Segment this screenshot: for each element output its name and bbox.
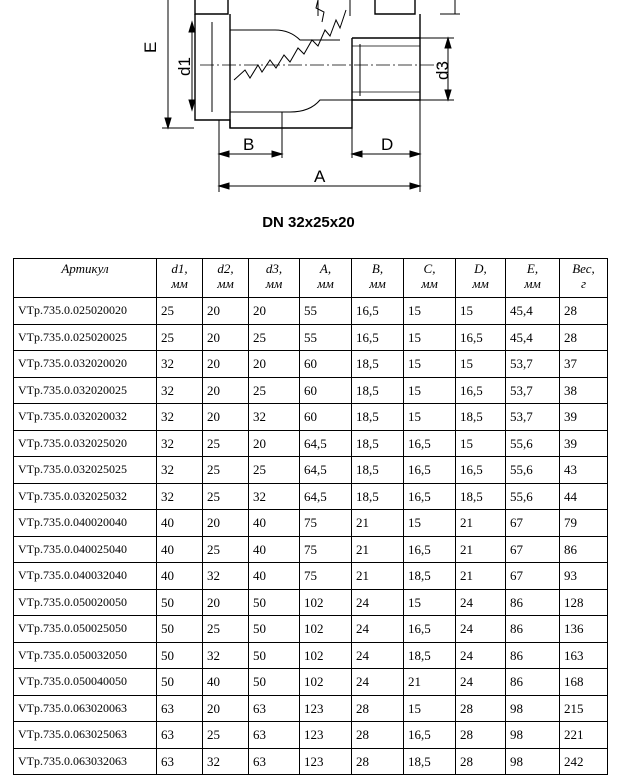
cell-article: VTp.735.0.040020040 <box>14 510 157 537</box>
cell-d2: 20 <box>203 324 249 351</box>
cell-d3: 63 <box>249 695 300 722</box>
cell-d: 15 <box>456 351 506 378</box>
cell-b: 16,5 <box>352 324 404 351</box>
cell-d1: 50 <box>157 642 203 669</box>
cell-d2: 40 <box>203 669 249 696</box>
cell-c: 16,5 <box>404 483 456 510</box>
header-d3: d3, мм <box>249 259 300 298</box>
cell-b: 28 <box>352 695 404 722</box>
cell-d3: 50 <box>249 589 300 616</box>
table-row <box>14 669 608 696</box>
cell-d: 15 <box>456 298 506 325</box>
cell-e: 53,7 <box>506 351 560 378</box>
cell-c: 16,5 <box>404 457 456 484</box>
cell-d3: 20 <box>249 351 300 378</box>
cell-a: 102 <box>300 642 352 669</box>
table-row <box>14 377 608 404</box>
dimension-label-a: A <box>314 167 326 186</box>
cell-d3: 25 <box>249 324 300 351</box>
cell-a: 64,5 <box>300 457 352 484</box>
cell-b: 24 <box>352 616 404 643</box>
header-c: C, мм <box>404 259 456 298</box>
cell-weight: 44 <box>560 483 608 510</box>
cell-d2: 20 <box>203 298 249 325</box>
table-row <box>14 695 608 722</box>
cell-weight: 43 <box>560 457 608 484</box>
cell-d1: 32 <box>157 457 203 484</box>
cell-article: VTp.735.0.025020025 <box>14 324 157 351</box>
table-row <box>14 748 608 775</box>
cell-article: VTp.735.0.040025040 <box>14 536 157 563</box>
table-row <box>14 536 608 563</box>
cell-b: 24 <box>352 642 404 669</box>
cell-article: VTp.735.0.050025050 <box>14 616 157 643</box>
cell-d1: 32 <box>157 404 203 431</box>
table-row <box>14 430 608 457</box>
header-d1: d1, мм <box>157 259 203 298</box>
header-a: A, мм <box>300 259 352 298</box>
header-weight: Вес, г <box>560 259 608 298</box>
table-row <box>14 563 608 590</box>
cell-d1: 32 <box>157 351 203 378</box>
table-row <box>14 722 608 749</box>
table-row <box>14 351 608 378</box>
cell-e: 98 <box>506 695 560 722</box>
drawing-caption: DN 32x25x20 <box>262 214 355 231</box>
cell-a: 75 <box>300 510 352 537</box>
table-row <box>14 510 608 537</box>
cell-d3: 20 <box>249 298 300 325</box>
drawing-top-flange <box>195 0 228 14</box>
cell-a: 102 <box>300 589 352 616</box>
cell-a: 60 <box>300 377 352 404</box>
cell-weight: 38 <box>560 377 608 404</box>
cell-d2: 20 <box>203 377 249 404</box>
cell-e: 86 <box>506 669 560 696</box>
cell-c: 16,5 <box>404 722 456 749</box>
cell-c: 16,5 <box>404 430 456 457</box>
spec-table <box>13 258 608 775</box>
cell-d2: 25 <box>203 457 249 484</box>
cell-b: 18,5 <box>352 457 404 484</box>
header-b: B, мм <box>352 259 404 298</box>
cell-e: 55,6 <box>506 430 560 457</box>
cell-b: 18,5 <box>352 351 404 378</box>
cell-weight: 168 <box>560 669 608 696</box>
table-header-row <box>14 259 608 298</box>
cell-d: 28 <box>456 722 506 749</box>
cell-c: 18,5 <box>404 563 456 590</box>
cell-b: 21 <box>352 510 404 537</box>
cell-e: 86 <box>506 589 560 616</box>
cell-a: 123 <box>300 748 352 775</box>
cell-c: 15 <box>404 351 456 378</box>
cell-a: 123 <box>300 722 352 749</box>
cell-weight: 79 <box>560 510 608 537</box>
cell-d3: 32 <box>249 404 300 431</box>
cell-d3: 40 <box>249 510 300 537</box>
cell-d: 21 <box>456 563 506 590</box>
cell-d: 24 <box>456 589 506 616</box>
cell-b: 16,5 <box>352 298 404 325</box>
cell-d: 16,5 <box>456 377 506 404</box>
cell-d1: 40 <box>157 510 203 537</box>
cell-d2: 20 <box>203 404 249 431</box>
cell-d2: 32 <box>203 748 249 775</box>
cell-d1: 40 <box>157 536 203 563</box>
cell-d: 24 <box>456 669 506 696</box>
cell-d1: 50 <box>157 589 203 616</box>
cell-weight: 221 <box>560 722 608 749</box>
cell-c: 15 <box>404 298 456 325</box>
cell-d: 18,5 <box>456 483 506 510</box>
cell-b: 24 <box>352 589 404 616</box>
cell-e: 67 <box>506 510 560 537</box>
cell-weight: 136 <box>560 616 608 643</box>
cell-d3: 20 <box>249 430 300 457</box>
cell-d: 16,5 <box>456 324 506 351</box>
cell-d3: 40 <box>249 536 300 563</box>
cell-article: VTp.735.0.050020050 <box>14 589 157 616</box>
cell-article: VTp.735.0.032025025 <box>14 457 157 484</box>
cell-d2: 25 <box>203 722 249 749</box>
cell-b: 28 <box>352 722 404 749</box>
cell-b: 21 <box>352 536 404 563</box>
cell-article: VTp.735.0.032020020 <box>14 351 157 378</box>
table-row <box>14 457 608 484</box>
cell-b: 24 <box>352 669 404 696</box>
cell-article: VTp.735.0.040032040 <box>14 563 157 590</box>
cell-weight: 163 <box>560 642 608 669</box>
cell-a: 60 <box>300 351 352 378</box>
cell-d2: 20 <box>203 351 249 378</box>
cell-c: 21 <box>404 669 456 696</box>
cell-d2: 25 <box>203 430 249 457</box>
cell-article: VTp.735.0.063025063 <box>14 722 157 749</box>
cell-e: 67 <box>506 536 560 563</box>
cell-e: 45,4 <box>506 298 560 325</box>
cell-a: 75 <box>300 536 352 563</box>
cell-weight: 86 <box>560 536 608 563</box>
cell-e: 86 <box>506 616 560 643</box>
cell-b: 18,5 <box>352 483 404 510</box>
cell-e: 98 <box>506 748 560 775</box>
cell-b: 18,5 <box>352 430 404 457</box>
table-row <box>14 324 608 351</box>
cell-d2: 20 <box>203 589 249 616</box>
cell-d3: 40 <box>249 563 300 590</box>
cell-d: 16,5 <box>456 457 506 484</box>
dimension-label-d1: d1 <box>175 57 194 76</box>
cell-d2: 20 <box>203 510 249 537</box>
cell-d: 21 <box>456 510 506 537</box>
cell-d3: 25 <box>249 377 300 404</box>
cell-a: 55 <box>300 324 352 351</box>
cell-b: 21 <box>352 563 404 590</box>
cell-a: 75 <box>300 563 352 590</box>
cell-d2: 32 <box>203 563 249 590</box>
cell-weight: 128 <box>560 589 608 616</box>
cell-d: 18,5 <box>456 404 506 431</box>
table-row <box>14 483 608 510</box>
table-row <box>14 616 608 643</box>
cell-d3: 50 <box>249 642 300 669</box>
cell-c: 16,5 <box>404 616 456 643</box>
cell-d1: 25 <box>157 324 203 351</box>
cell-weight: 28 <box>560 298 608 325</box>
cell-article: VTp.735.0.063020063 <box>14 695 157 722</box>
cell-d2: 20 <box>203 695 249 722</box>
cell-d1: 32 <box>157 483 203 510</box>
cell-weight: 93 <box>560 563 608 590</box>
cell-a: 64,5 <box>300 483 352 510</box>
cell-a: 102 <box>300 669 352 696</box>
table-row <box>14 589 608 616</box>
cell-d3: 63 <box>249 722 300 749</box>
header-d: D, мм <box>456 259 506 298</box>
cell-d1: 50 <box>157 616 203 643</box>
cell-a: 55 <box>300 298 352 325</box>
cell-c: 18,5 <box>404 642 456 669</box>
cell-c: 15 <box>404 377 456 404</box>
cell-article: VTp.735.0.050032050 <box>14 642 157 669</box>
cell-d: 28 <box>456 748 506 775</box>
drawing-body-outline <box>195 14 420 128</box>
cell-c: 15 <box>404 324 456 351</box>
cell-c: 15 <box>404 510 456 537</box>
cell-d2: 25 <box>203 536 249 563</box>
cell-b: 18,5 <box>352 377 404 404</box>
dimension-label-d: D <box>381 135 394 154</box>
cell-c: 15 <box>404 589 456 616</box>
cell-c: 15 <box>404 404 456 431</box>
cell-d1: 32 <box>157 377 203 404</box>
cell-b: 18,5 <box>352 404 404 431</box>
cell-article: VTp.735.0.050040050 <box>14 669 157 696</box>
table-row <box>14 404 608 431</box>
cell-e: 86 <box>506 642 560 669</box>
cell-d3: 50 <box>249 616 300 643</box>
cell-e: 98 <box>506 722 560 749</box>
cell-d: 28 <box>456 695 506 722</box>
table-row <box>14 642 608 669</box>
cell-d: 21 <box>456 536 506 563</box>
cell-d2: 32 <box>203 642 249 669</box>
cell-e: 45,4 <box>506 324 560 351</box>
cell-article: VTp.735.0.063032063 <box>14 748 157 775</box>
cell-d3: 32 <box>249 483 300 510</box>
cell-d3: 63 <box>249 748 300 775</box>
cell-c: 15 <box>404 695 456 722</box>
cell-e: 67 <box>506 563 560 590</box>
dimension-label-e: E <box>141 41 160 53</box>
cell-d: 24 <box>456 642 506 669</box>
technical-drawing <box>0 0 617 200</box>
dimension-label-b: B <box>243 135 255 154</box>
cell-d3: 50 <box>249 669 300 696</box>
cell-article: VTp.735.0.032025032 <box>14 483 157 510</box>
cell-d: 15 <box>456 430 506 457</box>
table-row <box>14 298 608 325</box>
cell-d2: 25 <box>203 483 249 510</box>
cell-d: 24 <box>456 616 506 643</box>
cell-d1: 63 <box>157 722 203 749</box>
cell-c: 16,5 <box>404 536 456 563</box>
cell-d2: 25 <box>203 616 249 643</box>
cell-d1: 63 <box>157 748 203 775</box>
cell-a: 123 <box>300 695 352 722</box>
cell-article: VTp.735.0.032025020 <box>14 430 157 457</box>
cell-d1: 25 <box>157 298 203 325</box>
cell-e: 53,7 <box>506 404 560 431</box>
header-d2: d2, мм <box>203 259 249 298</box>
dimension-label-d3: d3 <box>433 61 452 80</box>
cell-article: VTp.735.0.032020032 <box>14 404 157 431</box>
cell-a: 60 <box>300 404 352 431</box>
cell-e: 55,6 <box>506 483 560 510</box>
cell-a: 64,5 <box>300 430 352 457</box>
cell-b: 28 <box>352 748 404 775</box>
cell-a: 102 <box>300 616 352 643</box>
header-article: Артикул <box>14 259 157 298</box>
cell-article: VTp.735.0.032020025 <box>14 377 157 404</box>
cell-article: VTp.735.0.025020020 <box>14 298 157 325</box>
spec-table-body <box>14 298 608 775</box>
cell-e: 55,6 <box>506 457 560 484</box>
cell-d1: 32 <box>157 430 203 457</box>
cell-d1: 40 <box>157 563 203 590</box>
cell-d1: 50 <box>157 669 203 696</box>
cell-weight: 215 <box>560 695 608 722</box>
cell-weight: 39 <box>560 404 608 431</box>
cell-d3: 25 <box>249 457 300 484</box>
cell-weight: 39 <box>560 430 608 457</box>
cell-weight: 37 <box>560 351 608 378</box>
header-e: E, мм <box>506 259 560 298</box>
cell-weight: 28 <box>560 324 608 351</box>
cell-weight: 242 <box>560 748 608 775</box>
cell-c: 18,5 <box>404 748 456 775</box>
cell-e: 53,7 <box>506 377 560 404</box>
cell-d1: 63 <box>157 695 203 722</box>
